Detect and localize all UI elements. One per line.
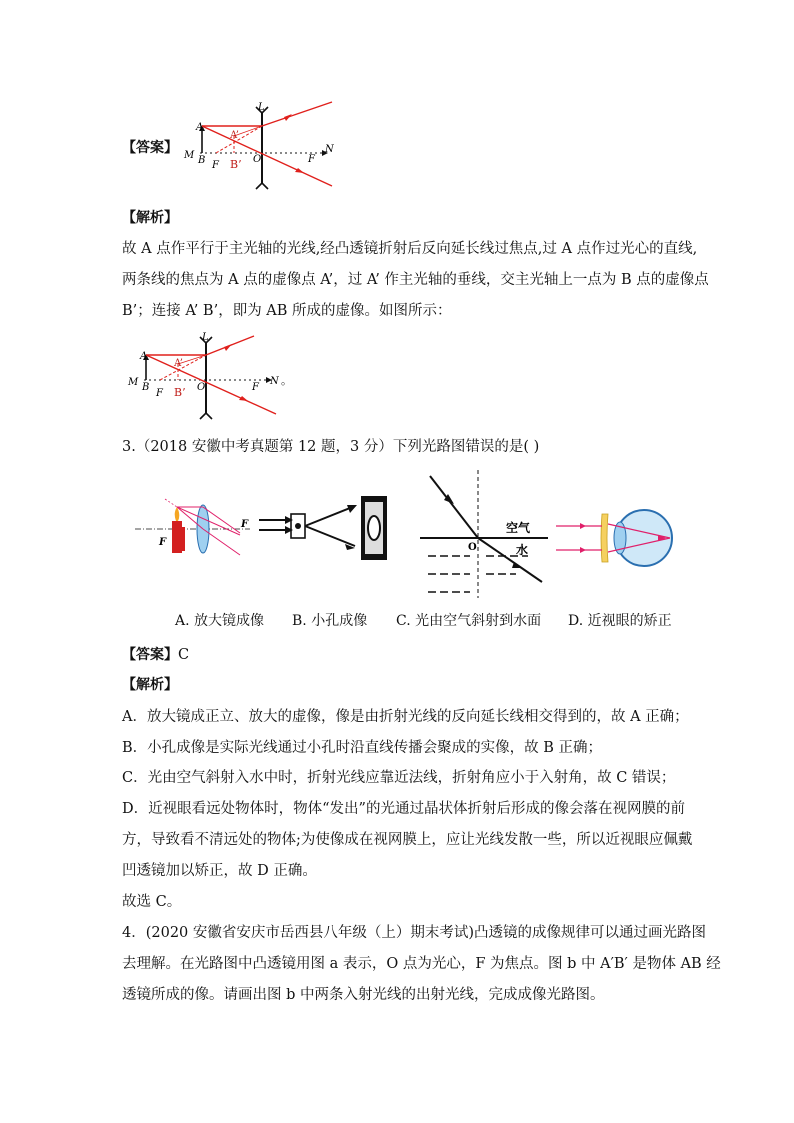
option-a: A. 放大镜成像	[175, 613, 265, 629]
figure-b-pinhole	[255, 492, 395, 572]
question-3-text: 3.（2018 安徽中考真题第 12 题，3 分）下列光路图错误的是( )	[122, 439, 540, 455]
option-b: B. 小孔成像	[292, 613, 368, 629]
label-O: O	[197, 382, 206, 393]
option-d: D. 近视眼的矫正	[568, 613, 672, 629]
figure-d-myopia	[556, 498, 676, 578]
figure-c-refraction	[420, 470, 560, 600]
label-B-prime: B’	[230, 158, 242, 171]
label-A: A	[140, 351, 148, 362]
label-L: L	[258, 102, 265, 113]
label-N: N	[325, 144, 334, 155]
analysis-line: 方，导致看不清远处的物体;为使像成在视网膜上，应让光线发散一些，所以近视眼应佩戴	[122, 832, 693, 848]
analysis-label-1: 【解析】	[122, 210, 178, 226]
question-4-line: 透镜所成的像。请画出图 b 中两条入射光线的出射光线，完成成像光路图。	[122, 987, 605, 1003]
label-F-left: F	[156, 388, 163, 399]
analysis-line: B’；连接 A’ B’，即为 AB 所成的虚像。如图所示：	[122, 303, 452, 319]
analysis-line: C．光由空气斜射入水中时，折射光线应靠近法线，折射角应小于入射角，故 C 错误；	[122, 770, 676, 786]
label-F-left: F	[212, 160, 219, 171]
label-F-right: F	[252, 382, 259, 393]
answer-label: 【答案】	[122, 140, 178, 156]
answer-row	[122, 640, 189, 669]
question-4-line: 4．(2020 安徽省安庆市岳西县八年级（上）期末考试)凸透镜的成像规律可以通过画光路图	[122, 925, 707, 941]
analysis-label-2: 【解析】	[122, 677, 178, 693]
analysis-line: B．小孔成像是实际光线通过小孔时沿直线传播会聚成的实像，故 B 正确；	[122, 740, 603, 756]
label-M: M	[128, 377, 139, 388]
fig-a-F-right: F	[241, 519, 249, 530]
analysis-line: 凹透镜加以矫正，故 D 正确。	[122, 863, 317, 879]
label-B: B	[198, 155, 206, 166]
label-B-prime: B’	[174, 386, 186, 399]
answer-value: C	[178, 647, 190, 663]
analysis-line: 故选 C。	[122, 894, 182, 910]
label-A-prime: A’	[174, 358, 183, 369]
analysis-line: D．近视眼看远处物体时，物体“发出”的光通过晶状体折射后形成的像会落在视网膜的前	[122, 801, 685, 817]
fig-c-O: O	[468, 542, 477, 553]
fig-a-F-left: F	[159, 537, 167, 548]
label-L: L	[202, 332, 209, 343]
fig-c-air: 空气	[506, 521, 531, 535]
concave-lens-diagram-2	[124, 330, 294, 422]
label-B: B	[142, 382, 150, 393]
analysis-line: 两条线的焦点为 A 点的虚像点 A’，过 A’ 作主光轴的垂线，交主光轴上一点为 B 点的虚像点	[122, 272, 709, 288]
option-c: C. 光由空气斜射到水面	[396, 613, 542, 629]
label-O: O	[253, 154, 262, 165]
label-N: N	[270, 376, 279, 387]
label-A: A	[196, 122, 204, 133]
analysis-line: A．放大镜成正立、放大的虚像，像是由折射光线的反向延长线相交得到的，故 A 正确；	[122, 709, 689, 725]
label-M: M	[184, 150, 195, 161]
question-4-line: 去理解。在光路图中凸透镜用图 a 表示，O 点为光心，F 为焦点。图 b 中 A′B′ 是物体 AB 经	[122, 956, 721, 972]
figure-suffix: 。	[281, 374, 292, 387]
answer-label: 【答案】	[122, 647, 178, 663]
concave-lens-diagram-1	[180, 100, 340, 190]
fig-c-water: 水	[516, 543, 529, 557]
label-A-prime: A’	[230, 130, 239, 141]
analysis-line: 故 A 点作平行于主光轴的光线,经凸透镜折射后反向延长线过焦点,过 A 点作过光心的直线,	[122, 241, 698, 257]
label-F-right: F	[308, 154, 315, 165]
figure-a-magnifier	[135, 495, 255, 565]
